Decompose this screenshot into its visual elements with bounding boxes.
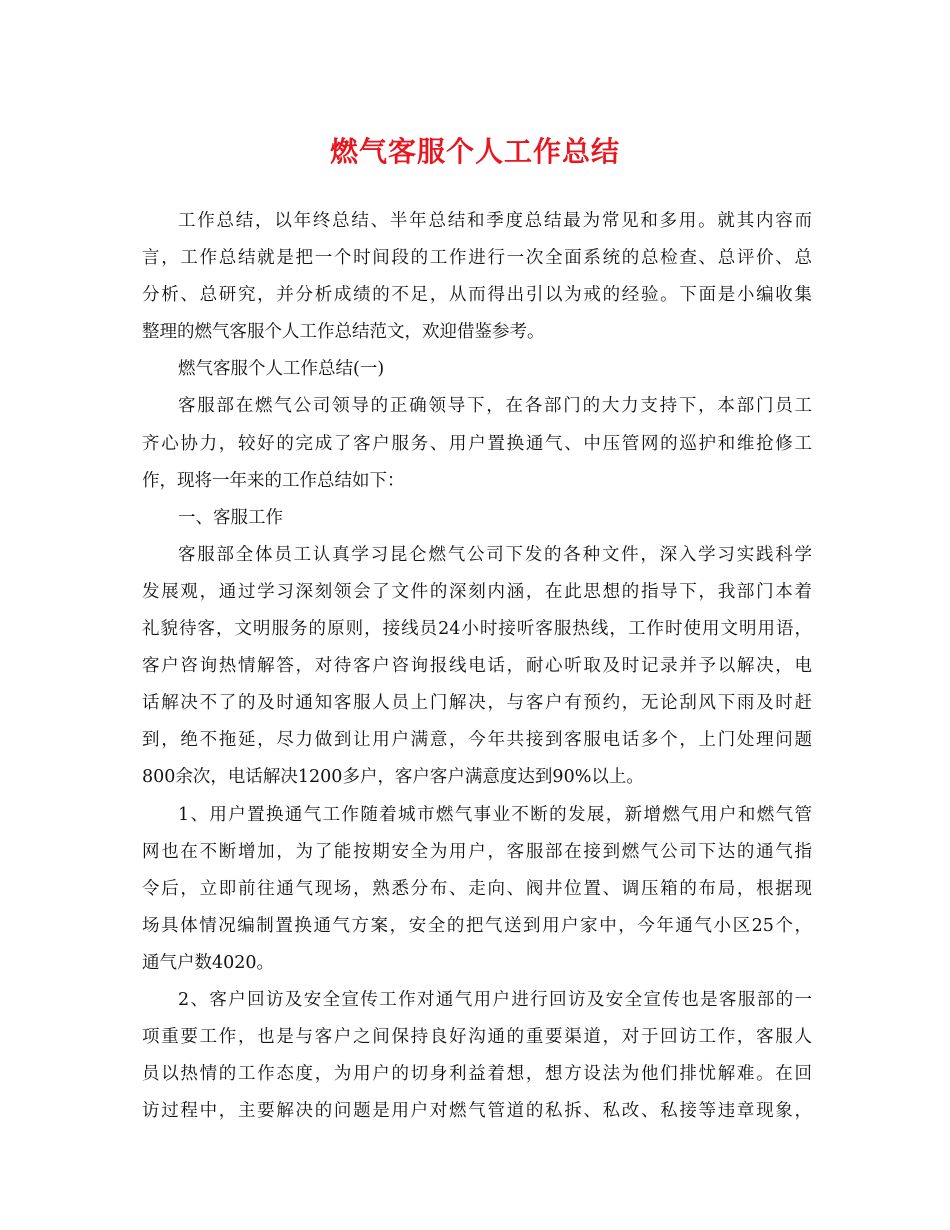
text-line: 2、客户回访及安全宣传工作对通气用户进行回访及安全宣传也是客服部的一 — [178, 989, 812, 1010]
text-line: 客服部在燃气公司领导的正确领导下，在各部门的大力支持下，本部门员工 — [178, 396, 812, 417]
text-line: 令后，立即前往通气现场，熟悉分布、走向、阀井位置、调压箱的布局，根据现 — [142, 878, 812, 899]
text-line: 齐心协力，较好的完成了客户服务、用户置换通气、中压管网的巡护和维抢修工 — [142, 433, 812, 454]
text-line: 工作总结，以年终总结、半年总结和季度总结最为常见和多用。就其内容而 — [178, 211, 812, 231]
text-line: 场具体情况编制置换通气方案，安全的把气送到用户家中，今年通气小区25个， — [142, 915, 812, 936]
text-line: 整理的燃气客服个人工作总结范文，欢迎借鉴参考。 — [142, 322, 545, 343]
text-line: 话解决不了的及时通知客服人员上门解决，与客户有预约，无论刮风下雨及时赶 — [142, 693, 812, 714]
text-line: 礼貌待客，文明服务的原则，接线员24小时接听客服热线，工作时使用文明用语， — [142, 619, 812, 640]
text-line: 1、用户置换通气工作随着城市燃气事业不断的发展，新增燃气用户和燃气管 — [178, 804, 812, 825]
text-line: 燃气客服个人工作总结(一) — [178, 359, 385, 380]
text-line: 网也在不断增加，为了能按期安全为用户，客服部在接到燃气公司下达的通气指 — [142, 841, 812, 862]
text-line: 客户咨询热情解答，对待客户咨询报线电话，耐心听取及时记录并予以解决，电 — [142, 656, 812, 677]
text-line: 员以热情的工作态度，为用户的切身利益着想，想方设法为他们排忧解难。在回 — [142, 1064, 812, 1085]
text-line: 一、客服工作 — [178, 507, 283, 528]
text-line: 发展观，通过学习深刻领会了文件的深刻内涵，在此思想的指导下，我部门本着 — [142, 581, 812, 602]
text-line: 访过程中，主要解决的问题是用户对燃气管道的私拆、私改、私接等违章现象， — [142, 1101, 812, 1122]
text-line: 分析、总研究，并分析成绩的不足，从而得出引以为戒的经验。下面是小编收集 — [142, 285, 812, 306]
text-line: 言，工作总结就是把一个时间段的工作进行一次全面系统的总检查、总评价、总 — [142, 248, 812, 269]
text-line: 客服部全体员工认真学习昆仑燃气公司下发的各种文件，深入学习实践科学 — [178, 544, 812, 565]
text-line: 通气户数4020。 — [142, 952, 275, 973]
text-line: 作，现将一年来的工作总结如下： — [142, 470, 405, 491]
text-line: 800余次，电话解决1200多户，客户客户满意度达到90%以上。 — [142, 767, 644, 788]
text-line: 项重要工作，也是与客户之间保持良好沟通的重要渠道，对于回访工作，客服人 — [142, 1027, 812, 1048]
text-line: 到，绝不拖延，尽力做到让用户满意，今年共接到客服电话多个，上门处理问题 — [142, 730, 812, 751]
document-body — [142, 203, 812, 1130]
document-title: 燃气客服个人工作总结 — [329, 135, 620, 168]
